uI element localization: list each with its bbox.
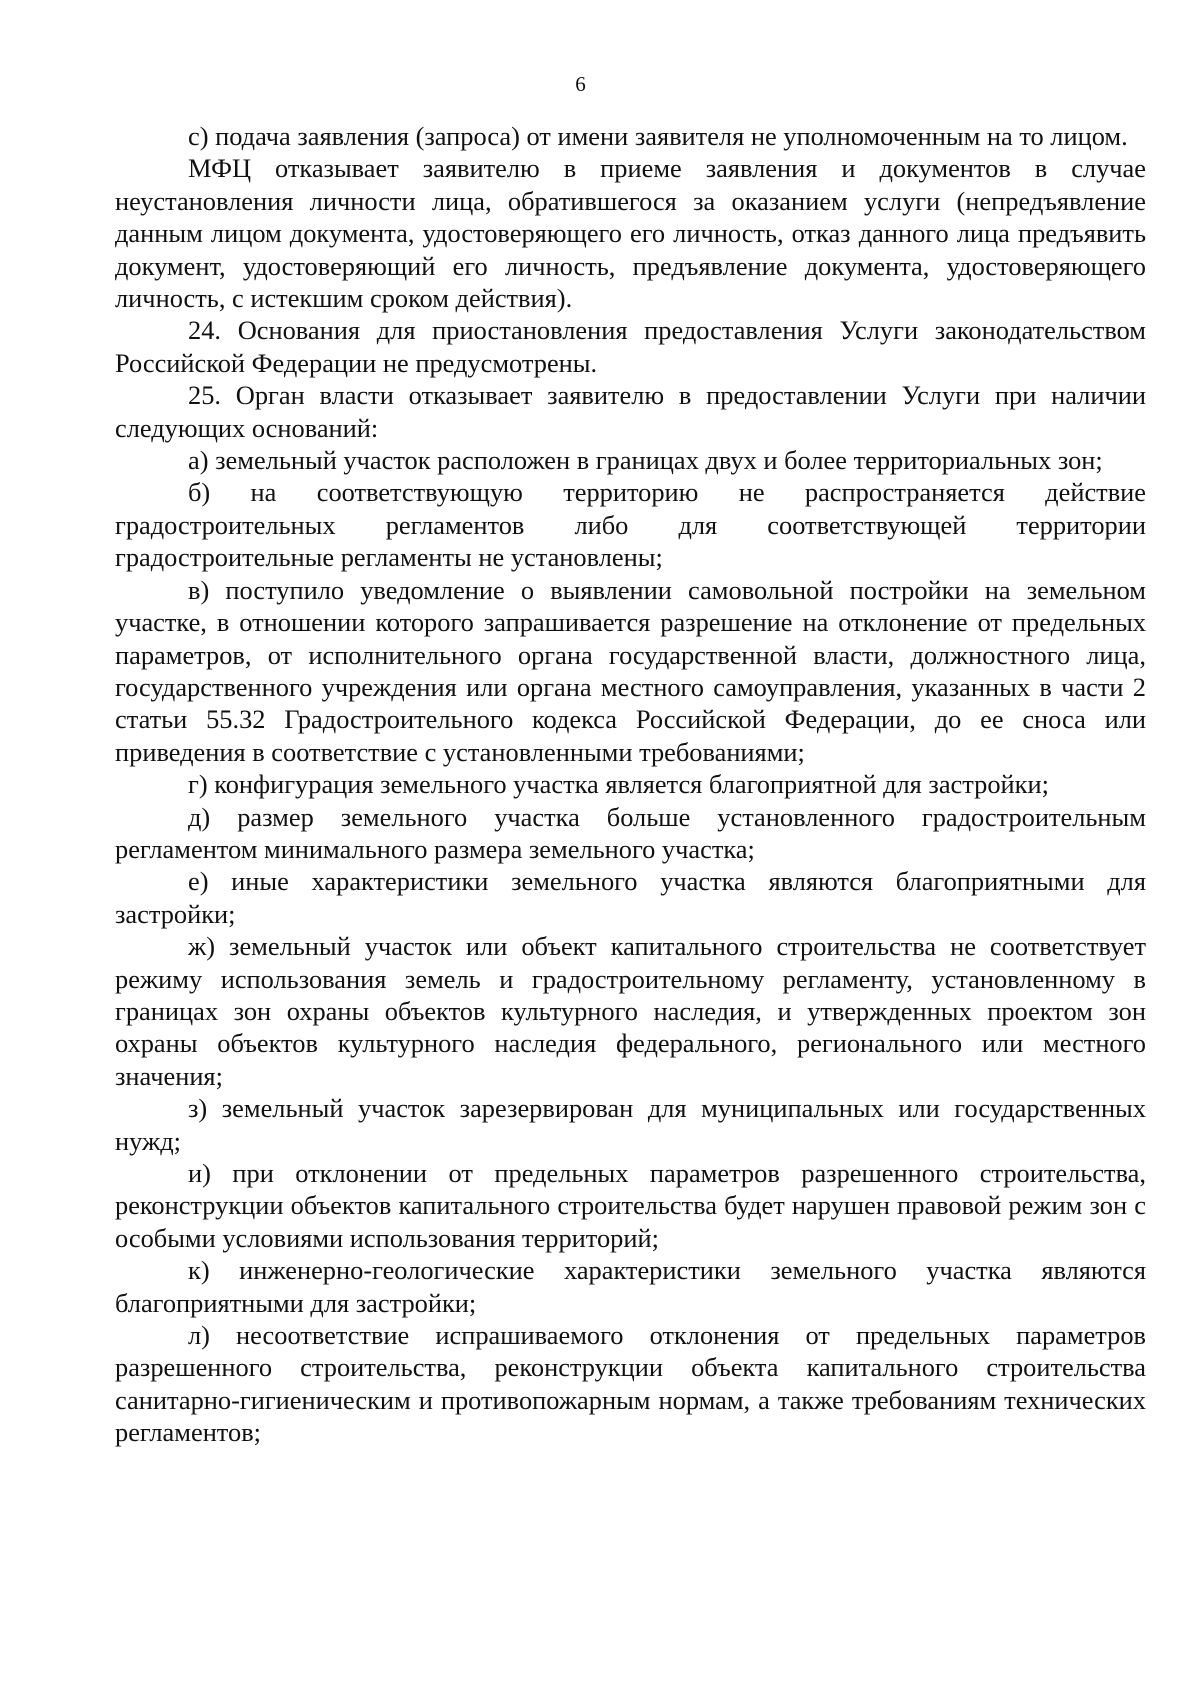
paragraph-24: 24. Основания для приостановления предоставления Услуги законодательством Российской Федерации не предусмотрены. — [115, 315, 1146, 378]
page-number: 6 — [575, 72, 586, 96]
paragraph-25: 25. Орган власти отказывает заявителю в предоставлении Услуги при наличии следующих оснований: — [115, 380, 1146, 443]
list-item-v: в) поступило уведомление о выявлении самовольной постройки на земельном участке, в отношении которого запрашивается разрешение на отклонение от предельных параметров, от исполнительного органа государственной власти, должностного лица, государственного учреждения или органа местного самоуправления, указанных в части 2 статьи 55.32 Градостроительного кодекса Российской Федерации, до ее сноса или приведения в соответствие с установленными требованиями; — [115, 574, 1146, 767]
list-item-l: л) несоответствие испрашиваемого отклонения от предельных параметров разрешенного строительства, реконструкции объекта капитального строительства санитарно-гигиеническим и противопожарным нормам, а также требованиям технических регламентов; — [115, 1320, 1146, 1448]
list-item-d: д) размер земельного участка больше установленного градостроительным регламентом минимального размера земельного участка; — [115, 801, 1146, 864]
list-item-z: з) земельный участок зарезервирован для муниципальных или государственных нужд; — [115, 1093, 1146, 1156]
list-item-e: е) иные характеристики земельного участка являются благоприятными для застройки; — [115, 866, 1146, 929]
list-item-zh: ж) земельный участок или объект капитального строительства не соответствует режиму использования земель и градостроительному регламенту, установленному в границах зон охраны объектов культурного наследия, и утвержденных проектом зон охраны объектов культурного наследия федерального, регионального или местного значения; — [115, 931, 1146, 1091]
document-body — [115, 120, 1146, 1449]
list-item-i: и) при отклонении от предельных параметров разрешенного строительства, реконструкции объектов капитального строительства будет нарушен правовой режим зон с особыми условиями использования территорий; — [115, 1158, 1146, 1253]
list-item-k: к) инженерно-геологические характеристики земельного участка являются благоприятными для застройки; — [115, 1255, 1146, 1318]
list-item-g: г) конфигурация земельного участка является благоприятной для застройки; — [188, 769, 1049, 800]
paragraph-item-c: с) подача заявления (запроса) от имени заявителя не уполномоченным на то лицом. — [188, 121, 1128, 151]
list-item-a: а) земельный участок расположен в границах двух и более территориальных зон; — [188, 445, 1103, 476]
paragraph-mfc-refusal: МФЦ отказывает заявителю в приеме заявления и документов в случае неустановления личности лица, обратившегося за оказанием услуги (непредъявление данным лицом документа, удостоверяющего его личность, отказ данного лица предъявить документ, удостоверяющий его личность, предъявление документа, удостоверяющего личность, с истекшим сроком действия). — [115, 153, 1146, 314]
list-item-b: б) на соответствующую территорию не распространяется действие градостроительных регламентов либо для соответствующей территории градостроительные регламенты не установлены; — [115, 477, 1146, 573]
